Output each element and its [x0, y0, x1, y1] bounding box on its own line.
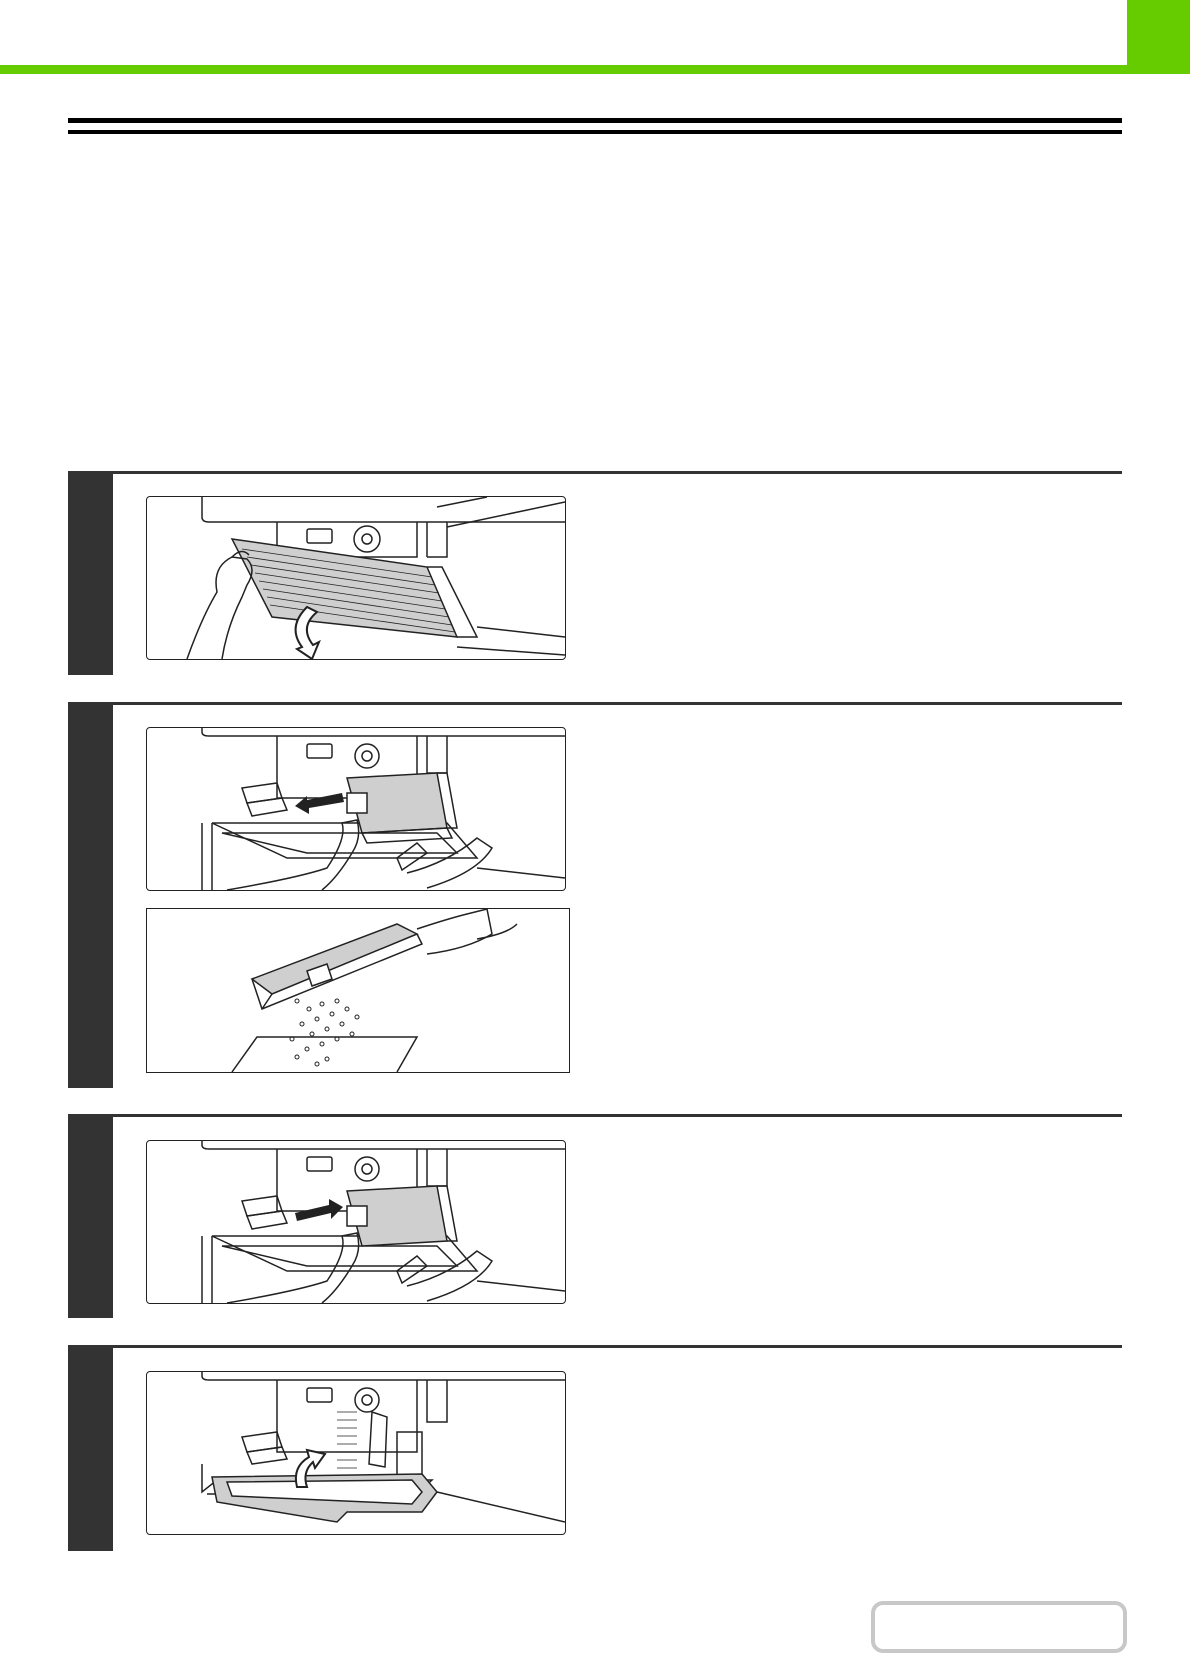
header-bar [0, 0, 1190, 74]
step-rule [113, 1114, 1122, 1117]
step-2 [68, 702, 1122, 1088]
step-number-bar [68, 1345, 113, 1551]
step-4 [68, 1345, 1122, 1551]
step-rule [113, 702, 1122, 705]
step-number-bar [68, 471, 113, 675]
title-rule-bottom [68, 130, 1122, 134]
illustration-empty-waste-box [146, 908, 570, 1073]
title-rule-top [68, 118, 1122, 123]
step-number-bar [68, 1114, 113, 1318]
header-accent-tab [1127, 0, 1190, 74]
step-3 [68, 1114, 1122, 1318]
illustration-insert-waste-box [146, 1140, 566, 1304]
header-accent-line [0, 65, 1190, 74]
step-1 [68, 471, 1122, 675]
step-rule [113, 471, 1122, 474]
illustration-open-front-cover [146, 496, 566, 660]
illustration-remove-waste-box [146, 727, 566, 891]
step-number-bar [68, 702, 113, 1088]
contents-button[interactable] [871, 1601, 1127, 1653]
step-rule [113, 1345, 1122, 1348]
illustration-close-front-cover [146, 1371, 566, 1535]
